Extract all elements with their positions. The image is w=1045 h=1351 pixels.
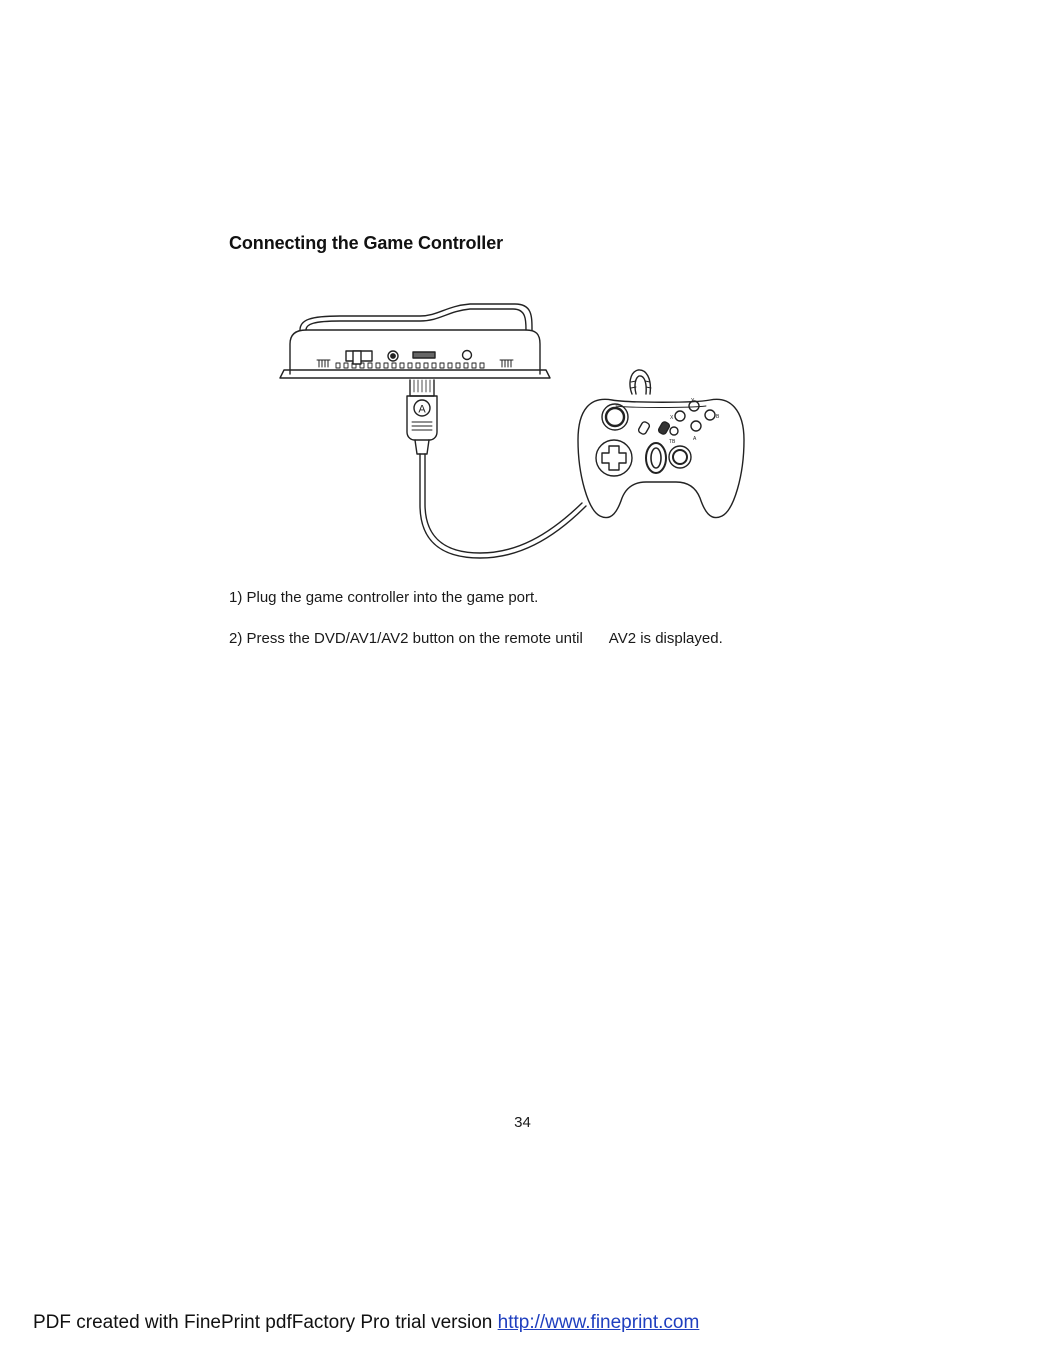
- left-vents: [317, 360, 330, 367]
- step-2-text: [229, 630, 723, 647]
- footer-link[interactable]: http://www.fineprint.com: [497, 1312, 700, 1333]
- controller-cable: [420, 454, 586, 558]
- connector-label: A: [418, 403, 426, 416]
- controller-label-y: Y: [691, 398, 695, 404]
- section-heading: Connecting the Game Controller: [229, 233, 504, 253]
- step-2-text-before: 2) Press the DVD/AV1/AV2 button on the remote until: [229, 630, 583, 647]
- player-unit-illustration: [280, 304, 550, 378]
- controller-label-b: B: [716, 414, 720, 420]
- right-vents: [500, 360, 513, 367]
- game-controller-connection-diagram: [270, 300, 760, 570]
- step-2-text-after: AV2 is displayed.: [608, 630, 723, 647]
- page-number: 34: [514, 1114, 531, 1131]
- step-1-text: 1) Plug the game controller into the game port.: [229, 589, 539, 606]
- controller-label-tb: TB: [669, 439, 676, 445]
- controller-label-a: A: [693, 436, 697, 442]
- footer-text: PDF created with FinePrint pdfFactory Pro trial version: [33, 1312, 493, 1333]
- game-controller-illustration: [578, 370, 744, 518]
- pdf-footer: [33, 1312, 699, 1334]
- controller-plug-illustration: [407, 380, 437, 454]
- controller-label-x: X: [670, 415, 674, 421]
